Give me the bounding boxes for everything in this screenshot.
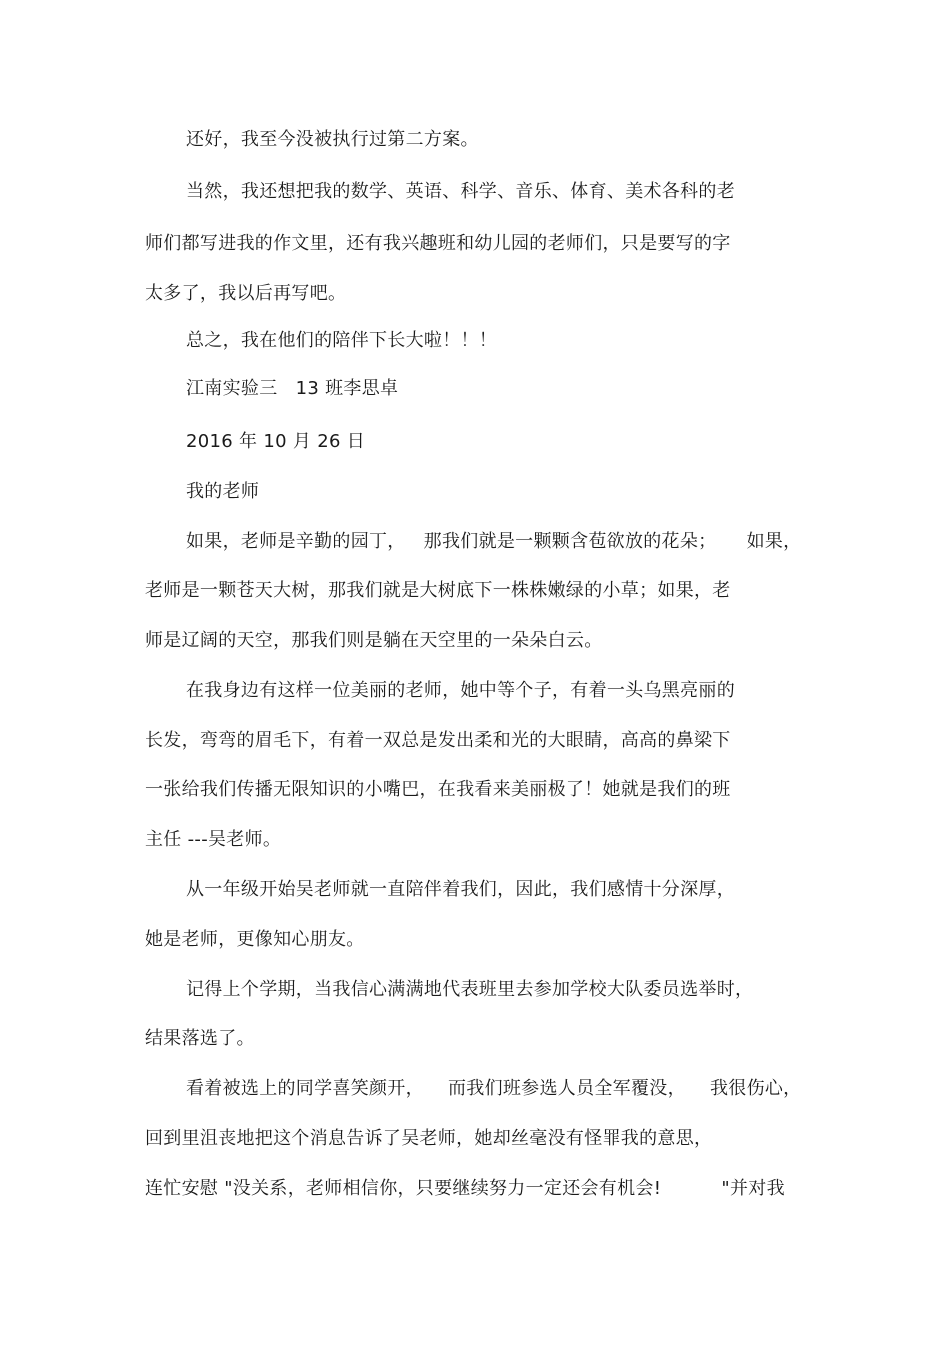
essay-title: 我的老师	[186, 481, 260, 502]
paragraph-line: 师是辽阔的天空，那我们则是躺在天空里的一朵朵白云。	[145, 630, 603, 651]
paragraph-line: 长发，弯弯的眉毛下，有着一双总是发出柔和光的大眼睛，高高的鼻梁下	[145, 730, 731, 751]
paragraph-line: 在我身边有这样一位美丽的老师，她中等个子，有着一头乌黑亮丽的	[186, 680, 735, 701]
paragraph-line: 一张给我们传播无限知识的小嘴巴，在我看来美丽极了！她就是我们的班	[145, 779, 731, 800]
paragraph-line: 主任 ---吴老师。	[145, 829, 282, 850]
paragraph-line: 从一年级开始吴老师就一直陪伴着我们，因此，我们感情十分深厚，	[186, 879, 735, 900]
paragraph-line: 总之，我在他们的陪伴下长大啦！！！	[186, 330, 498, 351]
paragraph-line: 当然，我还想把我的数学、英语、科学、音乐、体育、美术各科的老	[186, 181, 735, 202]
paragraph-line: 如果，老师是辛勤的园丁， 那我们就是一颗颗含苞欲放的花朵； 如果，	[186, 531, 802, 552]
paragraph-line: 回到里沮丧地把这个消息告诉了吴老师，她却丝毫没有怪罪我的意思，	[145, 1128, 713, 1149]
paragraph-line: 连忙安慰 "没关系，老师相信你，只要继续努力一定还会有机会! "并对我	[145, 1178, 785, 1199]
paragraph-line: 师们都写进我的作文里，还有我兴趣班和幼儿园的老师们，只是要写的字	[145, 233, 731, 254]
date-line: 2016 年 10 月 26 日	[186, 431, 366, 452]
paragraph-line: 太多了，我以后再写吧。	[145, 283, 347, 304]
paragraph-line: 老师是一颗苍天大树，那我们就是大树底下一株株嫩绿的小草；如果，老	[145, 580, 731, 601]
paragraph-line: 看着被选上的同学喜笑颜开， 而我们班参选人员全军覆没， 我很伤心，	[186, 1078, 802, 1099]
author-line: 江南实验三 13 班李思卓	[186, 378, 399, 399]
paragraph-line: 她是老师，更像知心朋友。	[145, 929, 365, 950]
paragraph-line: 结果落选了。	[145, 1028, 255, 1049]
paragraph-line: 还好，我至今没被执行过第二方案。	[186, 129, 479, 150]
paragraph-line: 记得上个学期，当我信心满满地代表班里去参加学校大队委员选举时，	[186, 979, 754, 1000]
